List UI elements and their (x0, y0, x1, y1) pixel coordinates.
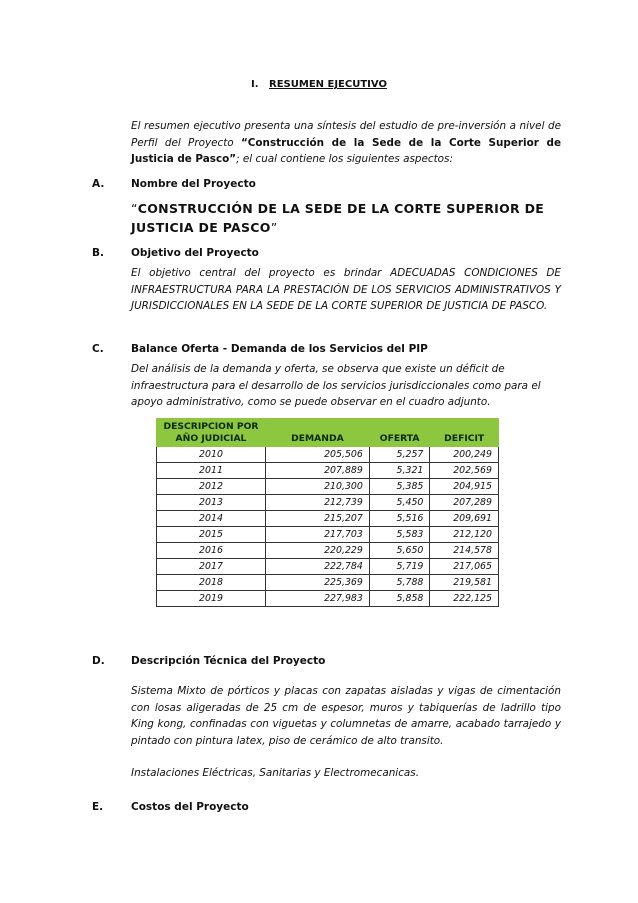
project-name-open-quote: “ (131, 201, 138, 216)
table-row (157, 463, 499, 479)
cell-year: 2013 (157, 495, 266, 511)
section-a-letter: A. (92, 178, 105, 190)
title-number: I. (251, 79, 259, 90)
cell-deficit: 212,120 (430, 527, 499, 543)
cell-deficit: 207,289 (430, 495, 499, 511)
project-name (131, 199, 561, 237)
cell-supply: 5,385 (369, 479, 430, 495)
cell-year: 2015 (157, 527, 266, 543)
cell-demand: 217,703 (265, 527, 369, 543)
cell-deficit: 204,915 (430, 479, 499, 495)
table-row (157, 511, 499, 527)
table-row (157, 559, 499, 575)
cell-year: 2012 (157, 479, 266, 495)
section-d-text-1: Sistema Mixto de pórticos y placas con zapatas aisladas y vigas de cimentación con losas aligeradas de 25 cm de espesor, muros y tabiquerías de ladrillo tipo King kong, confinadas con viguetas y columnetas de amarre, acabado tarrajedo y pintado con pintura latex, piso de cerámico de alto transito. (131, 685, 561, 747)
section-e-title: Costos del Proyecto (131, 801, 249, 813)
table-row (157, 591, 499, 607)
title-text: RESUMEN EJECUTIVO (269, 79, 387, 90)
cell-year: 2014 (157, 511, 266, 527)
cell-deficit: 202,569 (430, 463, 499, 479)
section-e-letter: E. (92, 801, 104, 813)
demand-supply-table (156, 418, 499, 607)
section-d-title: Descripción Técnica del Proyecto (131, 655, 326, 667)
section-a-title: Nombre del Proyecto (131, 178, 256, 190)
project-name-text: CONSTRUCCIÓN DE LA SEDE DE LA CORTE SUPERIOR DE JUSTICIA DE PASCO (131, 201, 545, 235)
cell-deficit: 222,125 (430, 591, 499, 607)
cell-demand: 215,207 (265, 511, 369, 527)
cell-demand: 227,983 (265, 591, 369, 607)
cell-demand: 210,300 (265, 479, 369, 495)
table-row (157, 575, 499, 591)
cell-supply: 5,583 (369, 527, 430, 543)
cell-deficit: 200,249 (430, 447, 499, 463)
section-b-letter: B. (92, 247, 104, 259)
cell-supply: 5,650 (369, 543, 430, 559)
cell-year: 2019 (157, 591, 266, 607)
table-row (157, 543, 499, 559)
section-b-text: El objetivo central del proyecto es brindar ADECUADAS CONDICIONES DE INFRAESTRUCTURA PARA LA PRESTACIÓN DE LOS SERVICIOS ADMINISTRATIVOS Y JURISDICCIONALES EN LA SEDE DE LA CORTE SUPERIOR DE JUSTICIA DE PASCO. (131, 267, 561, 312)
table-header-row (157, 419, 499, 447)
section-d-letter: D. (92, 655, 105, 667)
table-row (157, 479, 499, 495)
header-deficit: DEFICIT (430, 419, 499, 447)
cell-demand: 212,739 (265, 495, 369, 511)
cell-demand: 222,784 (265, 559, 369, 575)
cell-supply: 5,516 (369, 511, 430, 527)
cell-deficit: 217,065 (430, 559, 499, 575)
cell-supply: 5,257 (369, 447, 430, 463)
cell-demand: 225,369 (265, 575, 369, 591)
header-year: DESCRIPCION POR AÑO JUDICIAL (157, 419, 266, 447)
cell-supply: 5,719 (369, 559, 430, 575)
project-name-close-quote: ” (270, 220, 278, 235)
cell-demand: 205,506 (265, 447, 369, 463)
cell-year: 2018 (157, 575, 266, 591)
cell-demand: 207,889 (265, 463, 369, 479)
cell-deficit: 219,581 (430, 575, 499, 591)
table-row (157, 527, 499, 543)
cell-deficit: 214,578 (430, 543, 499, 559)
cell-year: 2011 (157, 463, 266, 479)
cell-supply: 5,858 (369, 591, 430, 607)
table-row (157, 495, 499, 511)
intro-paragraph (131, 118, 561, 168)
table-body (157, 447, 499, 607)
section-c-text: Del análisis de la demanda y oferta, se observa que existe un déficit de infraestructura para el desarrollo de los servicios jurisdiccionales como para el apoyo administrativo, como se puede observar en el cuadro adjunto. (131, 363, 541, 408)
cell-deficit: 209,691 (430, 511, 499, 527)
page-title (0, 79, 638, 90)
table-row (157, 447, 499, 463)
section-c-letter: C. (92, 343, 104, 355)
intro-text-1: El resumen ejecutivo presenta una síntesis del estudio de pre-inversión a nivel de Perfil del Proyecto (131, 120, 561, 149)
cell-year: 2017 (157, 559, 266, 575)
section-c-title: Balance Oferta - Demanda de los Servicios del PIP (131, 343, 428, 355)
intro-project-title: “Construcción de la Sede de la Corte Superior de Justicia de Pasco” (131, 136, 561, 165)
cell-supply: 5,788 (369, 575, 430, 591)
cell-year: 2010 (157, 447, 266, 463)
section-d-text-2: Instalaciones Eléctricas, Sanitarias y Electromecanicas. (131, 767, 419, 779)
cell-demand: 220,229 (265, 543, 369, 559)
cell-supply: 5,450 (369, 495, 430, 511)
cell-supply: 5,321 (369, 463, 430, 479)
header-supply: OFERTA (369, 419, 430, 447)
header-demand: DEMANDA (265, 419, 369, 447)
section-b-title: Objetivo del Proyecto (131, 247, 259, 259)
intro-text-2: ; el cual contiene los siguientes aspectos: (236, 153, 453, 165)
cell-year: 2016 (157, 543, 266, 559)
